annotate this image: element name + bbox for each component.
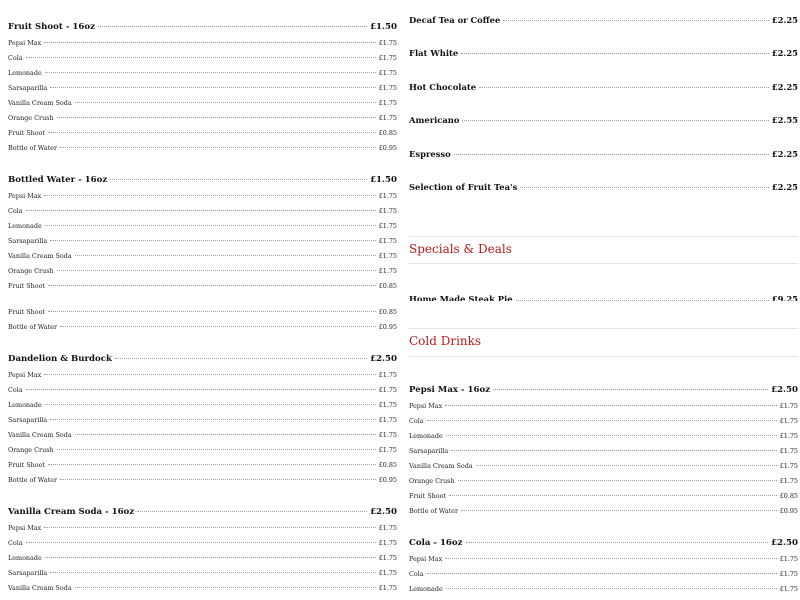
dot-leader xyxy=(75,102,376,103)
dot-leader xyxy=(503,20,768,21)
dot-leader xyxy=(479,87,769,88)
item-price: £1.50 xyxy=(370,175,397,185)
dot-leader xyxy=(461,53,769,54)
item-price: £0.85 xyxy=(378,461,397,469)
menu-item-row xyxy=(8,446,397,454)
dot-leader xyxy=(44,195,376,196)
menu-item-row xyxy=(8,267,397,275)
item-name: Cola xyxy=(8,207,23,215)
item-name: Sarsaparilla xyxy=(8,569,48,577)
hot-drink-row xyxy=(409,115,798,125)
menu-item-row xyxy=(8,431,397,439)
menu-item-row xyxy=(409,492,798,500)
item-name: Selection of Fruit Tea's xyxy=(409,182,518,192)
hot-drink-row xyxy=(409,82,798,92)
dot-leader xyxy=(26,210,376,211)
menu-item-row xyxy=(8,539,397,547)
item-price: £1.75 xyxy=(779,417,798,425)
item-name: Fruit Shoot xyxy=(8,461,46,469)
menu-item-row xyxy=(8,461,397,469)
menu-item-row xyxy=(8,584,397,592)
dot-leader xyxy=(466,542,769,543)
hot-drink-row xyxy=(409,182,798,192)
section-title-cold-drinks: Cold Drinks xyxy=(409,334,482,348)
dot-leader xyxy=(446,588,777,589)
dot-leader xyxy=(60,147,376,148)
dot-leader xyxy=(137,511,367,512)
item-name: Pepsi Max xyxy=(409,402,443,410)
dot-leader xyxy=(45,404,376,405)
special-item-row xyxy=(409,294,798,301)
item-price: £1.75 xyxy=(378,554,397,562)
item-name: Dandelion & Burdock xyxy=(8,354,112,364)
menu-item-row xyxy=(8,371,397,379)
item-name: Pepsi Max xyxy=(8,39,42,47)
dot-leader xyxy=(462,120,768,121)
menu-item-row xyxy=(409,555,798,563)
item-price: £1.75 xyxy=(779,462,798,470)
item-price: £2.25 xyxy=(771,149,798,159)
menu-item-row xyxy=(8,192,397,200)
item-price: £1.75 xyxy=(378,207,397,215)
dot-leader xyxy=(44,527,376,528)
menu-item-row xyxy=(8,99,397,107)
item-name: Lemonade xyxy=(409,432,443,440)
dot-leader xyxy=(461,510,777,511)
dot-leader xyxy=(446,435,777,436)
hot-drink-row xyxy=(409,48,798,58)
item-name: Fruit Shoot xyxy=(409,492,447,500)
dot-leader xyxy=(45,72,376,73)
dot-leader xyxy=(50,240,375,241)
menu-item-row xyxy=(8,54,397,62)
dot-leader xyxy=(451,450,776,451)
item-price: £1.75 xyxy=(378,99,397,107)
item-name: Pepsi Max xyxy=(8,371,42,379)
dot-leader xyxy=(48,464,376,465)
item-name: Cola xyxy=(409,417,424,425)
dot-leader xyxy=(60,479,376,480)
item-price: £1.75 xyxy=(378,539,397,547)
item-name: Cola xyxy=(8,54,23,62)
menu-item-row xyxy=(409,447,798,455)
item-name: Bottle of Water xyxy=(409,507,459,515)
item-name: Vanilla Cream Soda xyxy=(8,99,72,107)
item-price: £1.75 xyxy=(378,371,397,379)
menu-item-row xyxy=(8,237,397,245)
item-name: Cola - 16oz xyxy=(409,538,463,548)
menu-group-row xyxy=(8,22,397,32)
dot-leader xyxy=(458,480,777,481)
dot-leader xyxy=(26,542,376,543)
item-price: £1.75 xyxy=(378,584,397,592)
dot-leader xyxy=(44,374,376,375)
item-name: Orange Crush xyxy=(8,446,54,454)
dot-leader xyxy=(493,389,768,390)
item-price: £1.75 xyxy=(378,416,397,424)
item-price: £1.75 xyxy=(779,570,798,578)
dot-leader xyxy=(26,389,376,390)
item-name: Orange Crush xyxy=(409,477,455,485)
item-name: Bottled Water - 16oz xyxy=(8,175,108,185)
menu-item-row xyxy=(409,507,798,515)
item-name: Decaf Tea or Coffee xyxy=(409,15,501,25)
item-price: £1.75 xyxy=(378,524,397,532)
dot-leader xyxy=(75,587,376,588)
item-name: Cola xyxy=(8,539,23,547)
item-price: £2.25 xyxy=(771,15,798,25)
menu-item-row xyxy=(8,282,397,290)
dot-leader xyxy=(45,225,376,226)
item-price: £1.75 xyxy=(779,447,798,455)
divider xyxy=(409,236,798,237)
menu-item-row xyxy=(8,308,397,316)
item-name: Lemonade xyxy=(409,585,443,593)
item-name: Orange Crush xyxy=(8,114,54,122)
item-price: £2.50 xyxy=(771,385,798,395)
dot-leader xyxy=(110,179,367,180)
divider xyxy=(409,328,798,329)
item-name: Vanilla Cream Soda xyxy=(8,431,72,439)
item-name: Pepsi Max xyxy=(8,524,42,532)
item-name: Lemonade xyxy=(8,222,42,230)
dot-leader xyxy=(427,420,777,421)
item-name: Lemonade xyxy=(8,69,42,77)
item-price: £1.75 xyxy=(378,401,397,409)
dot-leader xyxy=(44,42,376,43)
item-name: Cola xyxy=(8,386,23,394)
item-price: £1.75 xyxy=(378,54,397,62)
item-price: £1.75 xyxy=(378,237,397,245)
dot-leader xyxy=(57,117,376,118)
item-name: Sarsaparilla xyxy=(8,416,48,424)
hot-drink-row xyxy=(409,15,798,25)
item-name: Pepsi Max xyxy=(8,192,42,200)
hot-drink-row xyxy=(409,149,798,159)
item-name: Espresso xyxy=(409,149,451,159)
item-name: Fruit Shoot - 16oz xyxy=(8,22,95,32)
menu-item-row xyxy=(8,401,397,409)
dot-leader xyxy=(454,154,769,155)
item-name: Pepsi Max - 16oz xyxy=(409,385,491,395)
menu-item-row xyxy=(409,570,798,578)
item-name: Flat White xyxy=(409,48,459,58)
item-price: £1.75 xyxy=(378,192,397,200)
dot-leader xyxy=(445,558,777,559)
item-price: £0.95 xyxy=(378,144,397,152)
item-price: £0.95 xyxy=(779,507,798,515)
item-price: £1.75 xyxy=(779,402,798,410)
item-name: Lemonade xyxy=(8,401,42,409)
item-name: Sarsaparilla xyxy=(8,84,48,92)
dot-leader xyxy=(26,57,376,58)
item-name: Fruit Shoot xyxy=(8,282,46,290)
menu-item-row xyxy=(8,252,397,260)
item-name: Americano xyxy=(409,115,460,125)
item-price: £2.25 xyxy=(771,48,798,58)
item-price: £1.75 xyxy=(378,446,397,454)
item-price: £1.75 xyxy=(378,69,397,77)
menu-item-row xyxy=(8,222,397,230)
item-name: Sarsaparilla xyxy=(8,237,48,245)
item-price: £2.25 xyxy=(771,182,798,192)
item-price: £1.75 xyxy=(779,432,798,440)
dot-leader xyxy=(449,495,777,496)
dot-leader xyxy=(48,285,376,286)
dot-leader xyxy=(445,405,777,406)
menu-item-row xyxy=(409,477,798,485)
dot-leader xyxy=(48,311,376,312)
dot-leader xyxy=(60,326,376,327)
item-name: Home Made Steak Pie xyxy=(409,294,513,301)
menu-item-row xyxy=(409,432,798,440)
menu-group-row xyxy=(409,385,798,395)
item-price: £1.75 xyxy=(779,585,798,593)
dot-leader xyxy=(427,573,777,574)
menu-group-row xyxy=(8,354,397,364)
menu-item-row xyxy=(8,84,397,92)
menu-item-row xyxy=(409,417,798,425)
item-price: £1.75 xyxy=(378,84,397,92)
dot-leader xyxy=(57,449,376,450)
item-price: £0.95 xyxy=(378,476,397,484)
menu-group-row xyxy=(8,175,397,185)
item-price: £0.85 xyxy=(378,129,397,137)
divider xyxy=(409,263,798,264)
dot-leader xyxy=(48,132,376,133)
item-name: Cola xyxy=(409,570,424,578)
divider xyxy=(409,356,798,357)
item-name: Vanilla Cream Soda - 16oz xyxy=(8,507,135,517)
item-name: Vanilla Cream Soda xyxy=(8,252,72,260)
menu-item-row xyxy=(8,114,397,122)
dot-leader xyxy=(45,557,376,558)
item-price: £0.85 xyxy=(378,308,397,316)
item-price: £1.75 xyxy=(378,252,397,260)
menu-item-row xyxy=(409,585,798,593)
menu-item-row xyxy=(8,129,397,137)
item-name: Hot Chocolate xyxy=(409,82,477,92)
item-price: £1.75 xyxy=(378,267,397,275)
item-price: £9.25 xyxy=(771,294,798,301)
menu-item-row xyxy=(409,402,798,410)
dot-leader xyxy=(50,87,375,88)
item-price: £1.75 xyxy=(779,555,798,563)
menu-group-row xyxy=(8,507,397,517)
menu-item-row xyxy=(8,524,397,532)
dot-leader xyxy=(476,465,777,466)
dot-leader xyxy=(75,434,376,435)
item-price: £1.75 xyxy=(378,222,397,230)
item-name: Fruit Shoot xyxy=(8,308,46,316)
dot-leader xyxy=(520,187,768,188)
item-price: £0.85 xyxy=(779,492,798,500)
item-price: £1.75 xyxy=(378,386,397,394)
item-name: Lemonade xyxy=(8,554,42,562)
dot-leader xyxy=(75,255,376,256)
menu-item-row xyxy=(8,416,397,424)
item-price: £1.50 xyxy=(370,22,397,32)
item-price: £1.75 xyxy=(378,114,397,122)
menu-item-row xyxy=(8,69,397,77)
item-name: Pepsi Max xyxy=(409,555,443,563)
menu-item-row xyxy=(8,207,397,215)
menu-item-row xyxy=(8,39,397,47)
item-price: £1.75 xyxy=(378,431,397,439)
item-name: Sarsaparilla xyxy=(409,447,449,455)
item-price: £1.75 xyxy=(779,477,798,485)
item-name: Bottle of Water xyxy=(8,323,58,331)
item-name: Bottle of Water xyxy=(8,144,58,152)
item-price: £2.55 xyxy=(771,115,798,125)
menu-item-row xyxy=(409,462,798,470)
menu-item-row xyxy=(8,569,397,577)
menu-item-row xyxy=(8,144,397,152)
item-price: £2.50 xyxy=(370,354,397,364)
item-name: Orange Crush xyxy=(8,267,54,275)
menu-item-row xyxy=(8,386,397,394)
menu-item-row xyxy=(8,323,397,331)
dot-leader xyxy=(57,270,376,271)
item-name: Vanilla Cream Soda xyxy=(409,462,473,470)
dot-leader xyxy=(50,419,375,420)
item-price: £2.50 xyxy=(771,538,798,548)
item-price: £2.50 xyxy=(370,507,397,517)
dot-leader xyxy=(516,300,769,301)
item-price: £0.85 xyxy=(378,282,397,290)
item-name: Fruit Shoot xyxy=(8,129,46,137)
dot-leader xyxy=(115,358,367,359)
menu-item-row xyxy=(8,554,397,562)
item-price: £1.75 xyxy=(378,569,397,577)
menu-group-row xyxy=(409,538,798,548)
item-price: £2.25 xyxy=(771,82,798,92)
dot-leader xyxy=(50,572,375,573)
item-price: £1.75 xyxy=(378,39,397,47)
dot-leader xyxy=(98,26,367,27)
item-name: Bottle of Water xyxy=(8,476,58,484)
item-name: Vanilla Cream Soda xyxy=(8,584,72,592)
item-price: £0.95 xyxy=(378,323,397,331)
menu-item-row xyxy=(8,476,397,484)
section-title-specials: Specials & Deals xyxy=(409,242,512,256)
